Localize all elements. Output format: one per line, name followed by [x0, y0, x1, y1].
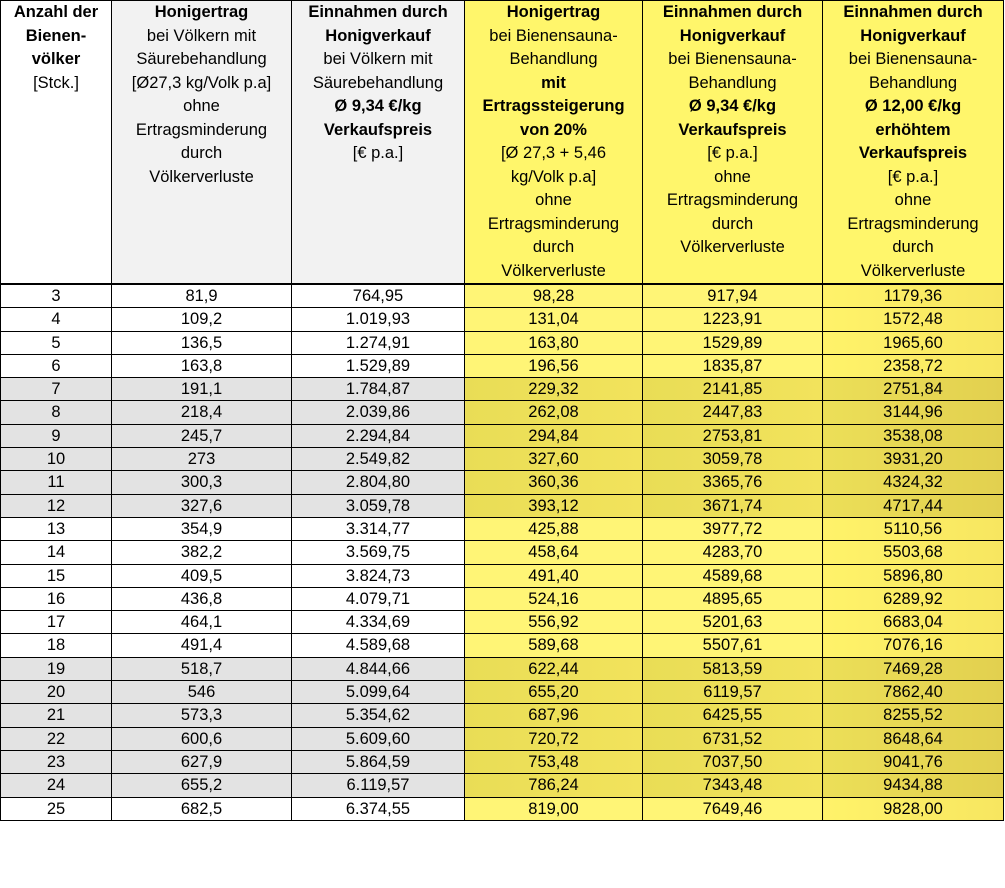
header-line: Säurebehandlung	[312, 73, 444, 92]
header-line: bei Völkern mit	[146, 26, 257, 45]
cell-yield-sauna: 425,88	[465, 517, 643, 540]
header-line: mit	[541, 73, 566, 92]
cell-revenue-acid: 2.294,84	[292, 424, 465, 447]
cell-colony-count: 20	[1, 681, 112, 704]
table-row	[1, 448, 1004, 471]
cell-revenue-sauna-higher: 9434,88	[823, 774, 1004, 797]
header-line: ohne	[894, 191, 932, 209]
cell-revenue-acid: 4.589,68	[292, 634, 465, 657]
cell-yield-acid: 327,6	[112, 494, 292, 517]
cell-revenue-acid: 5.864,59	[292, 750, 465, 773]
cell-revenue-acid: 2.039,86	[292, 401, 465, 424]
header-line: Ertragssteigerung	[482, 97, 625, 115]
header-line: Ø 12,00 €/kg	[864, 97, 962, 115]
cell-yield-sauna: 98,28	[465, 284, 643, 308]
cell-yield-acid: 436,8	[112, 587, 292, 610]
cell-yield-sauna: 524,16	[465, 587, 643, 610]
cell-yield-sauna: 131,04	[465, 308, 643, 331]
header-line: durch	[180, 144, 223, 162]
cell-colony-count: 9	[1, 424, 112, 447]
cell-yield-acid: 546	[112, 681, 292, 704]
cell-revenue-acid: 4.334,69	[292, 611, 465, 634]
cell-revenue-acid: 2.804,80	[292, 471, 465, 494]
header-revenue-sauna-standard-price	[643, 1, 823, 285]
cell-revenue-sauna-standard: 1223,91	[643, 308, 823, 331]
cell-revenue-sauna-standard: 2447,83	[643, 401, 823, 424]
table-row	[1, 331, 1004, 354]
cell-revenue-sauna-higher: 1965,60	[823, 331, 1004, 354]
cell-revenue-sauna-higher: 5896,80	[823, 564, 1004, 587]
header-line: Behandlung	[509, 50, 598, 68]
cell-revenue-acid: 3.569,75	[292, 541, 465, 564]
header-line: Verkaufspreis	[858, 144, 968, 162]
cell-yield-sauna: 262,08	[465, 401, 643, 424]
cell-colony-count: 6	[1, 354, 112, 377]
header-line: von 20%	[520, 120, 587, 139]
header-revenue-sauna-higher-price	[823, 1, 1004, 285]
table-row	[1, 727, 1004, 750]
header-line: [Ø27,3 kg/Volk p.a]	[131, 73, 272, 92]
cell-revenue-sauna-higher: 7862,40	[823, 681, 1004, 704]
cell-yield-acid: 218,4	[112, 401, 292, 424]
cell-revenue-sauna-standard: 917,94	[643, 284, 823, 308]
cell-revenue-sauna-standard: 2141,85	[643, 378, 823, 401]
header-line: Völkerverluste	[149, 167, 254, 186]
header-line: Ertragsminderung	[666, 191, 799, 209]
table-row	[1, 704, 1004, 727]
cell-revenue-acid: 1.274,91	[292, 331, 465, 354]
header-line: Verkaufspreis	[678, 120, 787, 139]
cell-colony-count: 17	[1, 611, 112, 634]
header-line: [Ø 27,3 + 5,46	[500, 144, 607, 162]
cell-yield-sauna: 786,24	[465, 774, 643, 797]
cell-colony-count: 7	[1, 378, 112, 401]
header-line: ohne	[535, 191, 572, 209]
cell-colony-count: 25	[1, 797, 112, 820]
cell-revenue-sauna-higher: 4324,32	[823, 471, 1004, 494]
header-line: Honigertrag	[154, 3, 249, 21]
header-line: Völkerverluste	[501, 261, 606, 280]
table-row	[1, 564, 1004, 587]
cell-revenue-sauna-standard: 3671,74	[643, 494, 823, 517]
cell-colony-count: 8	[1, 401, 112, 424]
header-line: Völkerverluste	[860, 261, 966, 280]
cell-yield-sauna: 687,96	[465, 704, 643, 727]
header-line: Einnahmen durch	[662, 3, 803, 21]
cell-colony-count: 5	[1, 331, 112, 354]
cell-revenue-sauna-standard: 5201,63	[643, 611, 823, 634]
header-line: bei Bienensauna-	[668, 50, 797, 68]
header-line: [€ p.a.]	[887, 167, 939, 186]
header-line: kg/Volk p.a]	[510, 167, 597, 186]
cell-colony-count: 3	[1, 284, 112, 308]
table-row	[1, 587, 1004, 610]
cell-colony-count: 15	[1, 564, 112, 587]
cell-revenue-sauna-higher: 3538,08	[823, 424, 1004, 447]
cell-colony-count: 16	[1, 587, 112, 610]
cell-yield-sauna: 360,36	[465, 471, 643, 494]
cell-yield-acid: 191,1	[112, 378, 292, 401]
cell-colony-count: 22	[1, 727, 112, 750]
cell-revenue-sauna-standard: 3365,76	[643, 471, 823, 494]
table-row	[1, 401, 1004, 424]
cell-yield-acid: 655,2	[112, 774, 292, 797]
cell-yield-sauna: 753,48	[465, 750, 643, 773]
table-row	[1, 494, 1004, 517]
cell-revenue-acid: 1.529,89	[292, 354, 465, 377]
cell-colony-count: 18	[1, 634, 112, 657]
header-line: Säurebehandlung	[136, 50, 267, 68]
cell-yield-acid: 491,4	[112, 634, 292, 657]
cell-yield-acid: 109,2	[112, 308, 292, 331]
cell-revenue-acid: 3.824,73	[292, 564, 465, 587]
table-row	[1, 517, 1004, 540]
cell-yield-acid: 409,5	[112, 564, 292, 587]
header-line: [€ p.a.]	[707, 144, 758, 162]
header-line: Einnahmen durch	[308, 3, 448, 21]
cell-revenue-sauna-standard: 4283,70	[643, 541, 823, 564]
cell-yield-sauna: 458,64	[465, 541, 643, 564]
cell-colony-count: 24	[1, 774, 112, 797]
header-yield-acid-treatment	[112, 1, 292, 285]
table-row	[1, 611, 1004, 634]
table-row	[1, 284, 1004, 308]
cell-revenue-sauna-higher: 8648,64	[823, 727, 1004, 750]
cell-revenue-sauna-standard: 2753,81	[643, 424, 823, 447]
cell-yield-sauna: 196,56	[465, 354, 643, 377]
header-line: Ertragsminderung	[847, 214, 979, 233]
table-row	[1, 797, 1004, 820]
cell-revenue-sauna-higher: 6289,92	[823, 587, 1004, 610]
cell-revenue-acid: 6.119,57	[292, 774, 465, 797]
cell-colony-count: 10	[1, 448, 112, 471]
cell-revenue-acid: 5.354,62	[292, 704, 465, 727]
header-line: durch	[711, 214, 754, 233]
header-line: Ø 9,34 €/kg	[334, 97, 422, 115]
cell-revenue-sauna-standard: 7649,46	[643, 797, 823, 820]
table-row	[1, 681, 1004, 704]
cell-yield-sauna: 589,68	[465, 634, 643, 657]
cell-revenue-acid: 764,95	[292, 284, 465, 308]
cell-colony-count: 19	[1, 657, 112, 680]
cell-yield-acid: 354,9	[112, 517, 292, 540]
cell-revenue-sauna-standard: 6119,57	[643, 681, 823, 704]
header-line: Völkerverluste	[680, 238, 785, 256]
table-row	[1, 471, 1004, 494]
cell-yield-acid: 573,3	[112, 704, 292, 727]
cell-yield-acid: 163,8	[112, 354, 292, 377]
cell-yield-acid: 136,5	[112, 331, 292, 354]
cell-revenue-sauna-higher: 5503,68	[823, 541, 1004, 564]
cell-yield-sauna: 819,00	[465, 797, 643, 820]
cell-yield-sauna: 294,84	[465, 424, 643, 447]
table-row	[1, 774, 1004, 797]
header-row	[1, 1, 1004, 285]
cell-revenue-acid: 3.314,77	[292, 517, 465, 540]
header-line: Honigertrag	[506, 3, 601, 21]
header-line: Honigverkauf	[325, 26, 431, 45]
header-line: bei Bienensauna-	[489, 26, 618, 45]
cell-yield-sauna: 556,92	[465, 611, 643, 634]
cell-yield-sauna: 327,60	[465, 448, 643, 471]
header-line: Ø 9,34 €/kg	[688, 97, 777, 115]
cell-yield-sauna: 393,12	[465, 494, 643, 517]
cell-revenue-sauna-higher: 9041,76	[823, 750, 1004, 773]
cell-yield-sauna: 720,72	[465, 727, 643, 750]
cell-revenue-acid: 4.844,66	[292, 657, 465, 680]
cell-revenue-sauna-higher: 3931,20	[823, 448, 1004, 471]
header-line: Bienen-	[25, 26, 87, 45]
header-line: durch	[532, 238, 575, 256]
cell-yield-sauna: 229,32	[465, 378, 643, 401]
cell-revenue-sauna-standard: 4589,68	[643, 564, 823, 587]
cell-revenue-sauna-higher: 6683,04	[823, 611, 1004, 634]
cell-revenue-acid: 3.059,78	[292, 494, 465, 517]
header-line: bei Völkern mit	[323, 50, 433, 68]
table-row	[1, 634, 1004, 657]
cell-revenue-sauna-higher: 3144,96	[823, 401, 1004, 424]
header-line: Ertragsminderung	[135, 120, 268, 139]
cell-revenue-sauna-standard: 1835,87	[643, 354, 823, 377]
cell-yield-acid: 464,1	[112, 611, 292, 634]
header-line: Ertragsminderung	[487, 214, 620, 233]
header-line: Verkaufspreis	[323, 120, 433, 139]
header-colony-count	[1, 1, 112, 285]
header-line: Anzahl der	[13, 3, 99, 21]
cell-yield-acid: 382,2	[112, 541, 292, 564]
cell-yield-sauna: 655,20	[465, 681, 643, 704]
cell-revenue-sauna-higher: 2358,72	[823, 354, 1004, 377]
cell-yield-acid: 682,5	[112, 797, 292, 820]
cell-revenue-sauna-higher: 1572,48	[823, 308, 1004, 331]
cell-revenue-sauna-standard: 3977,72	[643, 517, 823, 540]
cell-yield-acid: 245,7	[112, 424, 292, 447]
cell-revenue-sauna-standard: 4895,65	[643, 587, 823, 610]
cell-yield-sauna: 622,44	[465, 657, 643, 680]
cell-colony-count: 11	[1, 471, 112, 494]
header-line: Honigverkauf	[860, 26, 966, 45]
table-row	[1, 308, 1004, 331]
header-line: völker	[31, 50, 81, 68]
header-line: [€ p.a.]	[352, 144, 404, 162]
table-row	[1, 424, 1004, 447]
cell-colony-count: 12	[1, 494, 112, 517]
cell-revenue-sauna-standard: 1529,89	[643, 331, 823, 354]
cell-revenue-acid: 1.784,87	[292, 378, 465, 401]
cell-revenue-sauna-standard: 7037,50	[643, 750, 823, 773]
header-line: ohne	[714, 167, 751, 186]
cell-revenue-acid: 2.549,82	[292, 448, 465, 471]
cell-yield-acid: 627,9	[112, 750, 292, 773]
cell-yield-sauna: 491,40	[465, 564, 643, 587]
cell-revenue-sauna-standard: 6731,52	[643, 727, 823, 750]
table-row	[1, 657, 1004, 680]
cell-colony-count: 14	[1, 541, 112, 564]
cell-revenue-sauna-higher: 7076,16	[823, 634, 1004, 657]
header-line: Honigverkauf	[679, 26, 786, 45]
cell-revenue-sauna-higher: 7469,28	[823, 657, 1004, 680]
cell-colony-count: 21	[1, 704, 112, 727]
cell-yield-acid: 300,3	[112, 471, 292, 494]
cell-revenue-sauna-higher: 4717,44	[823, 494, 1004, 517]
cell-revenue-acid: 5.609,60	[292, 727, 465, 750]
table-row	[1, 378, 1004, 401]
header-line: bei Bienensauna-	[848, 50, 978, 68]
header-yield-sauna-treatment	[465, 1, 643, 285]
cell-colony-count: 13	[1, 517, 112, 540]
table-row	[1, 354, 1004, 377]
cell-yield-sauna: 163,80	[465, 331, 643, 354]
cell-revenue-sauna-standard: 5507,61	[643, 634, 823, 657]
header-line: erhöhtem	[875, 120, 951, 139]
cell-yield-acid: 600,6	[112, 727, 292, 750]
cell-revenue-sauna-standard: 5813,59	[643, 657, 823, 680]
cell-revenue-sauna-higher: 1179,36	[823, 284, 1004, 308]
cell-revenue-sauna-standard: 3059,78	[643, 448, 823, 471]
header-line: ohne	[183, 97, 220, 115]
cell-yield-acid: 81,9	[112, 284, 292, 308]
cell-revenue-sauna-higher: 5110,56	[823, 517, 1004, 540]
cell-yield-acid: 518,7	[112, 657, 292, 680]
table-row	[1, 750, 1004, 773]
table-row	[1, 541, 1004, 564]
header-line: Behandlung	[868, 73, 958, 92]
header-line: durch	[892, 238, 934, 256]
cell-revenue-acid: 6.374,55	[292, 797, 465, 820]
cell-revenue-sauna-higher: 8255,52	[823, 704, 1004, 727]
table-body	[1, 284, 1004, 820]
cell-yield-acid: 273	[112, 448, 292, 471]
cell-revenue-sauna-higher: 9828,00	[823, 797, 1004, 820]
header-line: [Stck.]	[33, 73, 79, 92]
cell-revenue-acid: 4.079,71	[292, 587, 465, 610]
cell-revenue-sauna-standard: 6425,55	[643, 704, 823, 727]
cell-revenue-acid: 5.099,64	[292, 681, 465, 704]
header-line: Einnahmen durch	[843, 3, 983, 21]
header-line: Behandlung	[688, 73, 777, 92]
cell-revenue-acid: 1.019,93	[292, 308, 465, 331]
cell-colony-count: 23	[1, 750, 112, 773]
cell-colony-count: 4	[1, 308, 112, 331]
cell-revenue-sauna-standard: 7343,48	[643, 774, 823, 797]
header-revenue-acid-treatment	[292, 1, 465, 285]
cell-revenue-sauna-higher: 2751,84	[823, 378, 1004, 401]
